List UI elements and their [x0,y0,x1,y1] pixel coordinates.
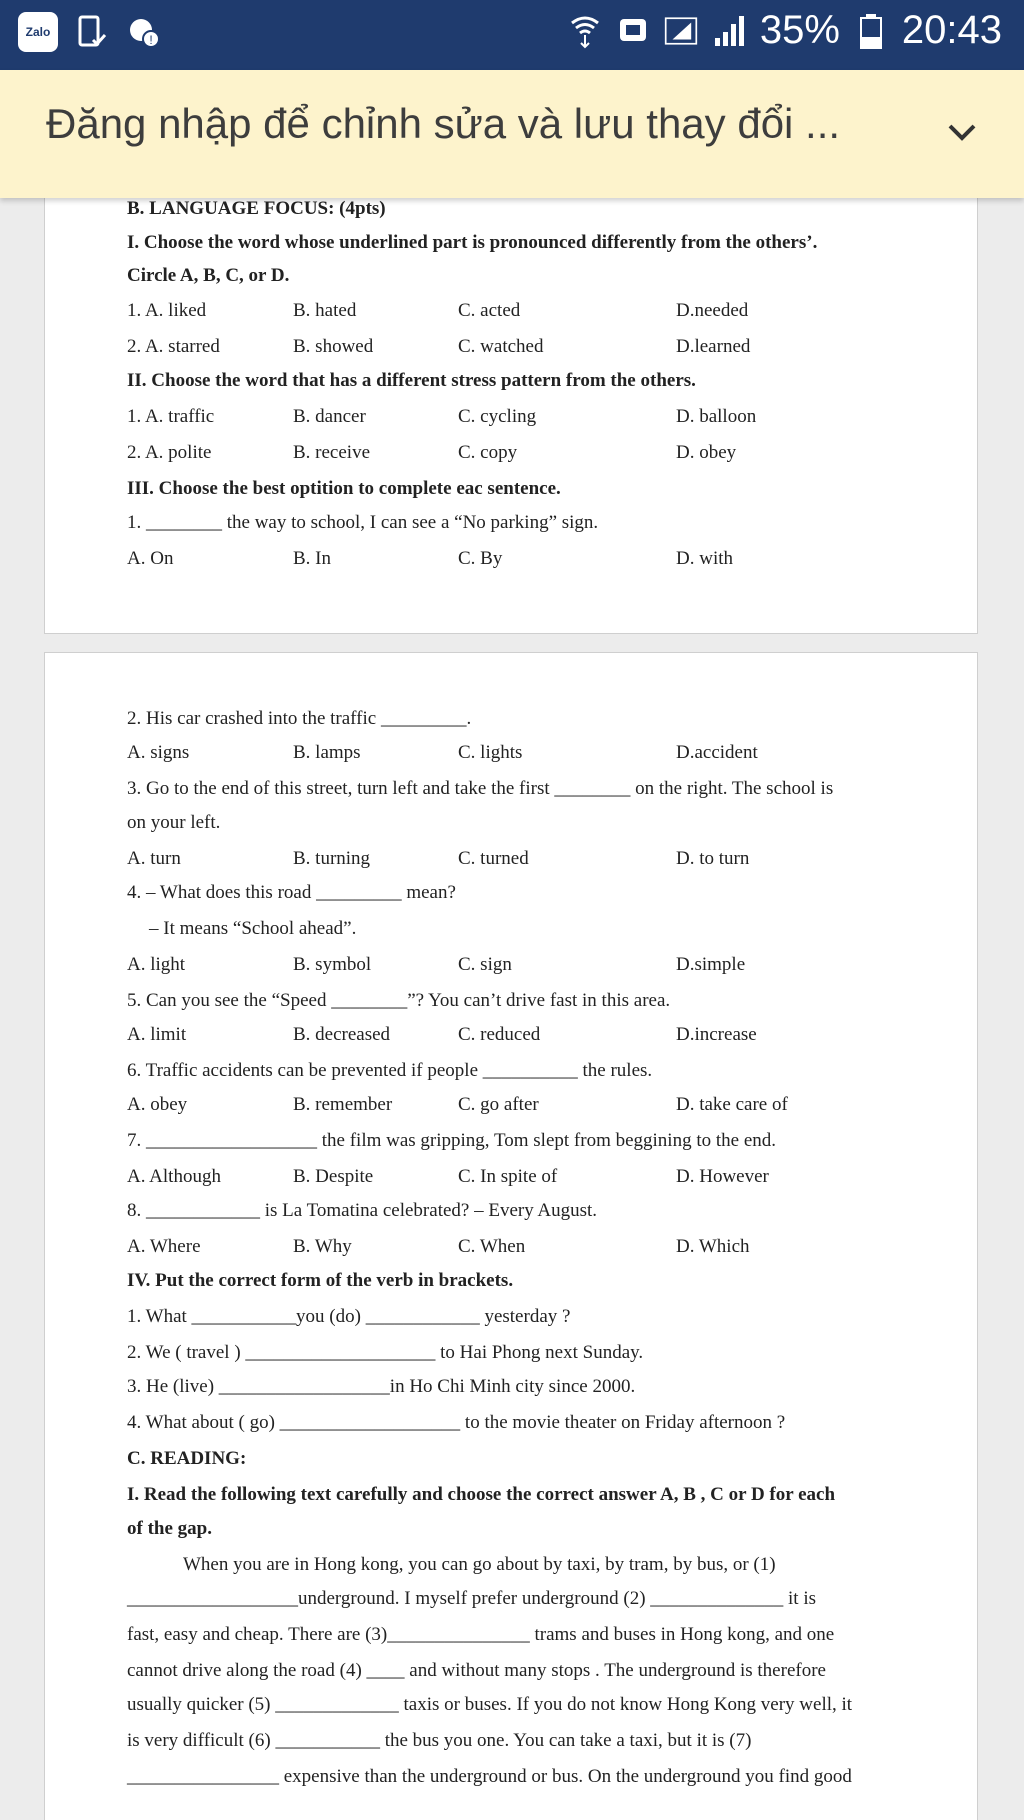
status-bar [0,0,1024,70]
document-page-1 [44,150,978,634]
option-b: B. Why [293,1236,352,1257]
reading-paragraph-line: fast, easy and cheap. There are (3)_______________ trams and buses in Hong kong, and one [127,1624,835,1645]
question-text: 2. His car crashed into the traffic _________. [127,708,472,729]
option-a: 1. A. liked [127,300,207,321]
clock: 20:43 [901,8,1002,52]
option-a: A. light [127,954,186,975]
instruction-1b: Circle A, B, C, or D. [127,265,290,286]
battery-icon [854,11,888,51]
option-d: D. obey [676,442,737,463]
section-b-heading: B. LANGUAGE FOCUS: (4pts) [127,198,386,219]
cast-icon [616,11,650,51]
instruction-4: IV. Put the correct form of the verb in brackets. [127,1270,514,1291]
instruction-2: II. Choose the word that has a different stress pattern from the others. [127,370,696,391]
option-c: C. In spite of [458,1166,558,1187]
option-c: C. When [458,1236,526,1257]
reading-instruction-a-text: I. Read the following text carefully and choose the correct answer A, B , C or D for each [127,1484,836,1505]
nosim-icon [664,11,698,51]
signal-icon [712,11,746,51]
option-a: 1. A. traffic [127,406,215,427]
verb-question: 2. We ( travel ) ____________________ to Hai Phong next Sunday. [127,1342,644,1363]
verb-question: 3. He (live) __________________in Ho Chi Minh city since 2000. [127,1376,636,1397]
settings-alert-icon [126,12,162,52]
option-c: C. sign [458,954,512,975]
option-d: D. However [676,1166,769,1187]
reading-paragraph-line: cannot drive along the road (4) ____ and without many stops . The underground is therefore [127,1660,826,1681]
question-text: 6. Traffic accidents can be prevented if people __________ the rules. [127,1060,653,1081]
verb-question: 4. What about ( go) ___________________ to the movie theater on Friday afternoon ? [127,1412,786,1433]
reading-paragraph-line: __________________underground. I myself prefer underground (2) ______________ it is [127,1588,817,1609]
notification-icons [18,12,162,52]
option-b: B. remember [293,1094,393,1115]
document-page-2 [44,652,978,1820]
zalo-icon [18,12,58,52]
section-c-heading: C. READING: [127,1448,247,1469]
tablet-check-icon [74,12,110,52]
option-b: B. Despite [293,1166,374,1187]
option-d: D. to turn [676,848,750,869]
instruction-1a: I. Choose the word whose underlined part is pronounced differently from the others’. [127,232,818,253]
reading-instruction-b: of the gap. [127,1518,212,1539]
question-text: 3. Go to the end of this street, turn left and take the first ________ on the right. The school is [127,778,834,799]
chevron-down-icon[interactable] [942,112,982,152]
option-b: B. receive [293,442,371,463]
option-d: D.simple [676,954,746,975]
option-d: D. balloon [676,406,757,427]
login-banner[interactable] [0,70,1024,198]
system-status [568,8,1002,53]
question-text: 4. – What does this road _________ mean? [127,882,456,903]
option-a: A. Although [127,1166,221,1187]
instruction-3: III. Choose the best optition to complete eac sentence. [127,478,561,499]
question-text: 7. __________________ the film was gripping, Tom slept from beggining to the end. [127,1130,777,1151]
option-a: 2. A. starred [127,336,220,357]
question-text: – It means “School ahead”. [149,918,357,939]
svg-text:!: ! [149,33,153,47]
option-c: C. watched [458,336,544,357]
option-b: B. turning [293,848,371,869]
option-c: C. acted [458,300,521,321]
question-text: on your left. [127,812,221,833]
option-c: C. lights [458,742,523,763]
option-c: C. By [458,548,503,569]
option-c: C. go after [458,1094,539,1115]
option-d: D. take care of [676,1094,788,1115]
option-c: C. reduced [458,1024,541,1045]
option-d: D.accident [676,742,758,763]
option-b: B. dancer [293,406,366,427]
option-a: A. On [127,548,174,569]
option-b: B. symbol [293,954,372,975]
option-b: B. lamps [293,742,361,763]
reading-instruction-a [127,1483,937,1507]
option-b: B. decreased [293,1024,391,1045]
question-text: 8. ____________ is La Tomatina celebrated? – Every August. [127,1200,598,1221]
reading-paragraph-line: When you are in Hong kong, you can go about by taxi, by tram, by bus, or (1) [183,1554,776,1575]
verb-question: 1. What ___________you (do) ____________ yesterday ? [127,1306,571,1327]
option-d: D. Which [676,1236,750,1257]
login-banner-text[interactable]: Đăng nhập để chỉnh sửa và lưu thay đổi ... [46,100,841,147]
option-a: 2. A. polite [127,442,212,463]
option-d: D.learned [676,336,751,357]
zalo-label: Zalo [25,25,51,39]
option-d: D. with [676,548,733,569]
battery-percent: 35% [759,8,840,52]
option-c: C. copy [458,442,518,463]
option-a: A. signs [127,742,190,763]
option-b: B. hated [293,300,357,321]
option-d: D.needed [676,300,749,321]
reading-paragraph-line: usually quicker (5) _____________ taxis or buses. If you do not know Hong Kong very well, it [127,1694,853,1715]
question-text: 5. Can you see the “Speed ________”? You can’t drive fast in this area. [127,990,671,1011]
reading-paragraph-line: is very difficult (6) ___________ the bus you one. You can take a taxi, but it is (7) [127,1730,752,1751]
option-d: D.increase [676,1024,757,1045]
option-b: B. showed [293,336,374,357]
option-a: A. Where [127,1236,201,1257]
option-a: A. limit [127,1024,187,1045]
option-a: A. turn [127,848,181,869]
question-text: 1. ________ the way to school, I can see a “No parking” sign. [127,512,599,533]
option-c: C. turned [458,848,529,869]
option-a: A. obey [127,1094,188,1115]
wifi-icon [568,11,602,51]
reading-paragraph-line: ________________ expensive than the underground or bus. On the underground you find good [127,1766,852,1787]
option-c: C. cycling [458,406,537,427]
option-b: B. In [293,548,331,569]
